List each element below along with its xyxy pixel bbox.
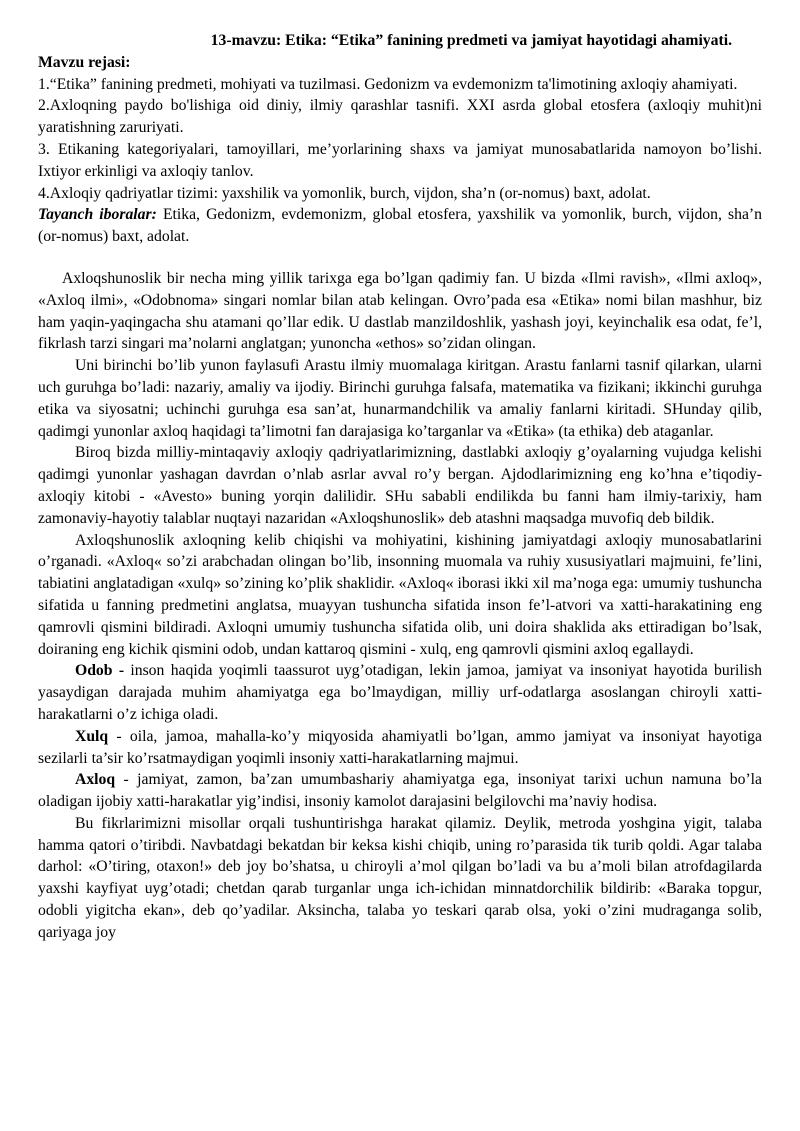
definition-term: Axloq [75, 771, 116, 789]
keywords-paragraph [38, 204, 762, 248]
definition-paragraph-odob [38, 660, 762, 725]
definition-paragraph-xulq [38, 726, 762, 770]
body-paragraph [38, 268, 762, 355]
paragraph-text: Axloqshunoslik axloqning kelib chiqishi va mohiyatini, kishining jamiyatdagi axloqiy munosabatlarini o’rganadi. «Axloq« so’zi arabchadan olingan bo’lib, insonning muomala va ruhiy xususiyatlari majmuini, fe’lini, tabiatini anglatadigan «xulq» so’zining ko’plik shaklidir. «Axloq« iborasi ikki xil ma’noga ega: umumiy tushuncha sifatida u fanning predmetini anglatsa, muayyan tushuncha sifatida inson fe’l-atvori va xatti-harakatining eng qamrovli qismini bildiradi. Axloqni umumiy tushuncha sifatida olib, uni doira shaklida aks ettiradigan bo’lsak, doiraning eng kichik qismini odob, undan kattaroq qismini - xulq, eng qamrovli qismini axloq egallaydi. [38, 531, 762, 658]
keywords-text: Etika, Gedonizm, evdemonizm, global etosfera, yaxshilik va yomonlik, burch, vijdon, sha’n (or-nomus) baxt, adolat. [38, 206, 763, 246]
keywords-label: Tayanch iboralar: [38, 206, 157, 224]
plan-heading: Mavzu rejasi: [38, 53, 131, 71]
definition-text: - oila, jamoa, mahalla-ko’y miqyosida ahamiyatli bo’lgan, ammo jamiyat va insoniyat hayotiga sezilarli ta’sir ko’rsatmaydigan yoqimli insoniy xatti-harakatlarning majmui. [38, 727, 762, 767]
body-paragraph [38, 442, 762, 529]
paragraph-text: Biroq bizda milliy-mintaqaviy axloqiy qadriyatlarimizning, dastlabki axloqiy g’oyalarning vujudga kelishi qadimgi yunonlar yashagan davrdan o’nlab asrlar avval ro’y bergan. Ajdodlarimizning eng ko’hna e’tiqodiy-axloqiy kitobi - «Avesto» buning yorqin dalilidir. SHu sababli endilikda bu fanni ham ilmiy-tarixiy, ham zamonaviy-hayotiy talablar nuqtayi nazaridan «Axloqshunoslik» deb atashni maqsadga muvofiq deb bildik. [38, 444, 762, 527]
paragraph-text: Axloqshunoslik bir necha ming yillik tarixga ega bo’lgan qadimiy fan. U bizda «Ilmi ravish», «Ilmi axloq», «Axloq ilmi», «Odobnoma» singari nomlar bilan atab kelingan. Ovro’pada esa «Etika» nomi bilan mashhur, biz ham yaqin-yaqingacha shu atamani qo’llar edik. U dastlab manzildoshlik, yashash joyi, keyinchalik esa odat, fe’l, fikrlash tarzi singari ma’nolarni anglatgan; yunoncha «ethos» so’zidan olingan. [38, 269, 762, 353]
plan-item: 2.Axloqning paydo bo'lishiga oid diniy, ilmiy qarashlar tasnifi. XXI asrda global etosfera (axloqiy muhit)ni yaratishning zaruriyati. [38, 97, 762, 137]
paragraph-text: Uni birinchi bo’lib yunon faylasufi Arastu ilmiy muomalaga kiritgan. Arastu fanlarni tasnif qilarkan, ularni uch guruhga bo’ladi: nazariy, amaliy va ijodiy. Birinchi guruhga falsafa, matematika va fizikani; ikkinchi guruhga etika va siyosatni; uchinchi guruhga esa san’at, hunarmandchilik va amaliy fanlarni kiritadi. SHunday qilib, qadimgi yunonlar axloq haqidagi ta’limotni fan darajasiga ko’targanlar va «Etika» (ta ethika) deb ataganlar. [38, 357, 762, 440]
page-title: 13-mavzu: Etika: “Etika” fanining predmeti va jamiyat hayotidagi ahamiyati. [210, 32, 732, 49]
body-paragraph [38, 355, 762, 442]
definition-text: - jamiyat, zamon, ba’zan umumbashariy ahamiyatga ega, insoniyat tarixi uchun namuna bo’la oladigan ijobiy xatti-harakatlar yig’indisi, insoniy kamolot darajasini belgilovchi ma’naviy hodisa. [38, 771, 762, 811]
paragraph-text: Bu fikrlarimizni misollar orqali tushuntirishga harakat qilamiz. Deylik, metroda yoshgina yigit, talaba hamma qatori o’tiribdi. Navbatdagi bekatdan bir keksa kishi chiqib, uning ro’parasida tik turib qoldi. Agar talaba darhol: «O’tiring, otaxon!» deb joy bo’shatsa, u chiroyli a’mol qilgan bo’ladi va bu a’moli bilan atrofdagilarda yaxshi kayfiyat uyg’otadi; chetdan qarab turganlar unga ich-ichidan minnatdorchilik bildirib: «Baraka topgur, odobli yigitcha ekan», deb qo’yadilar. Aksincha, talaba yo teskari qarab olsa, yoki o’zini mudraganga solib, qariyaga joy [38, 814, 762, 941]
definition-text: inson haqida yoqimli taassurot uyg’otadigan, lekin jamoa, jamiyat va insoniyat hayotida burilish yasaydigan darajada muhim ahamiyatga ega bo’lmaydigan, milliy urf-odatlarga asoslangan chiroyli xatti-harakatlarni o’z ichiga oladi. [38, 662, 762, 723]
definition-paragraph-axloq [38, 769, 762, 813]
plan-item: 1.“Etika” fanining predmeti, mohiyati va tuzilmasi. Gedonizm va evdemonizm ta'limotining axloqiy ahamiyati. [38, 75, 738, 93]
body-paragraph [38, 530, 762, 661]
definition-term: Xulq [75, 727, 109, 745]
plan-item: 3. Etikaning kategoriyalari, tamoyillari, me’yorlarining shaxs va jamiyat munosabatlarida namoyon bo’lishi. Ixtiyor erkinligi va axloqiy tanlov. [38, 140, 762, 180]
plan-item: 4.Axloqiy qadriyatlar tizimi: yaxshilik va yomonlik, burch, vijdon, sha’n (or-nomus) baxt, adolat. [38, 184, 651, 202]
body-paragraph [38, 813, 762, 944]
definition-term: Odob - [75, 662, 125, 680]
